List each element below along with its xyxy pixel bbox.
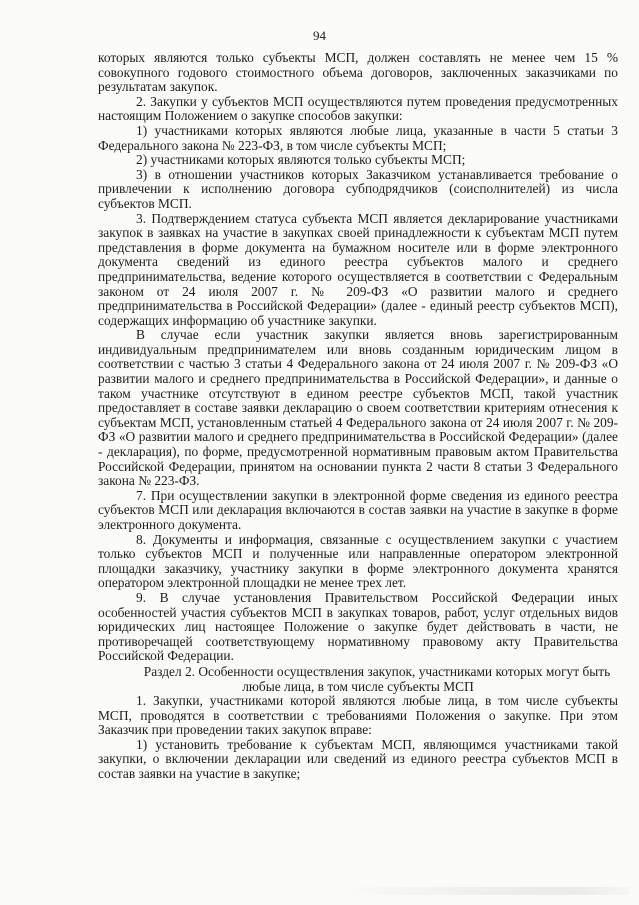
document-body: [98, 51, 618, 782]
paragraph: 3. Подтверждением статуса субъекта МСП является декларирование участниками закупок в заявках на участие в закупках своей принадлежности к субъектам МСП путем представления в форме документа на бумажном носителе или в форме электронного документа сведений из единого реестра субъектов малого и среднего предпринимательства, ведение которого осуществляется в соответствии с Федеральным законом от 24 июля 2007 г. № 209-ФЗ «О развитии малого и среднего предпринимательства в Российской Федерации» (далее - единый реестр субъектов МСП), содержащих информацию об участнике закупки.: [98, 210, 618, 328]
page-number: 94: [313, 28, 326, 43]
paragraph: 7. При осуществлении закупки в электронной форме сведения из единого реестра субъектов МСП или декларация включаются в состав заявки на участие в закупке в форме электронного документа.: [98, 487, 618, 532]
section-heading: Раздел 2. Особенности осуществления закупок, участниками которых могут быть любые лица, в том числе субъекты МСП: [143, 663, 611, 694]
paragraph: 2. Закупки у субъектов МСП осуществляются путем проведения предусмотренных настоящим Положением о закупке способов закупки:: [98, 93, 618, 124]
paragraph: В случае если участник закупки является вновь зарегистрированным индивидуальным предпринимателем или вновь созданным юридическим лицом в соответствии с частью 3 статьи 4 Федерального закона от 24 июля 2007 г. № 209-ФЗ «О развитии малого и среднего предпринимательства в Российской Федерации», и данные о таком участнике отсутствуют в едином реестре субъектов МСП, такой участник предоставляет в составе заявки декларацию о своем соответствии критериям отнесения к субъектам МСП, установленным статьей 4 Федерального закона от 24 июля 2007 г. № 209-ФЗ «О развитии малого и среднего предпринимательства в Российской Федерации» (далее - декларация), по форме, предусмотренной нормативным правовым актом Правительства Российской Федерации, принятом на основании пункта 2 части 8 статьи 3 Федерального закона № 223-ФЗ.: [98, 327, 618, 489]
paragraph: 3) в отношении участников которых Заказчиком устанавливается требование о привлечении к исполнению договора субподрядчиков (соисполнителей) из числа субъектов МСП.: [98, 166, 618, 211]
paragraph: 8. Документы и информация, связанные с осуществлением закупки с участием только субъектов МСП и полученные или направленные оператором электронной площадки заказчику, участнику закупки в форме электронного документа хранятся оператором электронной площадки не менее трех лет.: [98, 531, 618, 591]
paragraph: 9. В случае установления Правительством Российской Федерации иных особенностей участия субъектов МСП в закупках товаров, работ, услуг отдельных видов юридических лиц настоящее Положение о закупке будет действовать в части, не противоречащей соответствующему нормативному правовому акту Правительства Российской Федерации.: [98, 589, 618, 664]
paragraph: 1) участниками которых являются любые лица, указанные в части 5 статьи 3 Федерального закона № 223-ФЗ, в том числе субъекты МСП;: [98, 122, 618, 153]
paragraph: 2) участниками которых являются только субъекты МСП;: [136, 152, 466, 168]
paragraph: которых являются только субъекты МСП, должен составлять не менее чем 15 % совокупного годового стоимостного объема договоров, заключенных заказчиками по результатам закупок.: [98, 50, 618, 95]
scan-smudge: [330, 887, 630, 895]
paragraph: 1) установить требование к субъектам МСП, являющимся участниками такой закупки, о включении декларации или сведений из единого реестра субъектов МСП в состав заявки на участие в закупке;: [98, 736, 618, 781]
paragraph: 1. Закупки, участниками которой являются любые лица, в том числе субъекты МСП, проводятся в соответствии с требованиями Положения о закупке. При этом Заказчик при проведении таких закупок вправе:: [98, 692, 618, 738]
